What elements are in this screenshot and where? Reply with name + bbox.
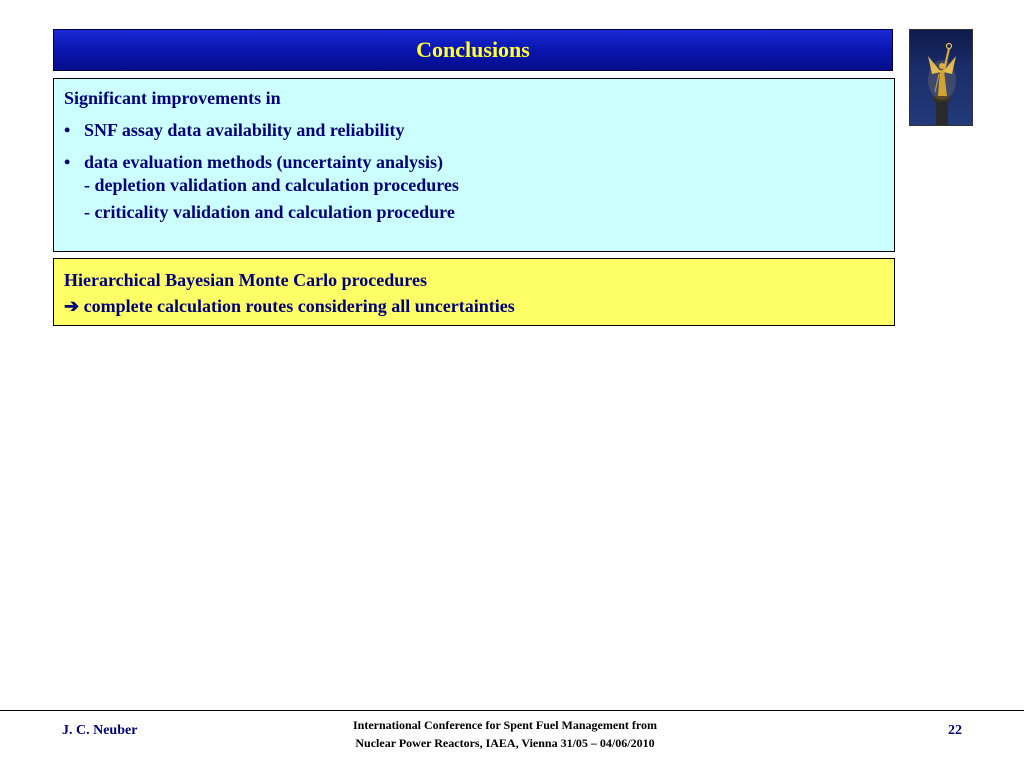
sub-item: - criticality validation and calculation procedure xyxy=(84,202,455,222)
statue-icon xyxy=(910,30,972,125)
title-bar xyxy=(53,29,893,71)
conclusion-text: complete calculation routes considering all uncertainties xyxy=(83,296,515,316)
golden-statue-photo xyxy=(909,29,973,126)
bullet-item xyxy=(64,120,884,140)
bullet-item xyxy=(64,152,884,172)
bullet-dot: • xyxy=(64,152,71,172)
slide-title: Conclusions xyxy=(416,37,530,62)
bayesian-line: Hierarchical Bayesian Monte Carlo procedures xyxy=(64,270,427,290)
improvements-heading: Significant improvements in xyxy=(64,88,281,108)
arrow-right-icon: ➔ xyxy=(64,296,80,316)
bayesian-box xyxy=(53,258,895,326)
sub-item: - depletion validation and calculation procedures xyxy=(84,175,459,195)
bullet-text: data evaluation methods (uncertainty analysis) xyxy=(84,152,444,172)
conference-line-1: International Conference for Spent Fuel Management from xyxy=(353,718,657,732)
improvements-box xyxy=(53,78,895,252)
conference-line-2: Nuclear Power Reactors, IAEA, Vienna 31/05 – 04/06/2010 xyxy=(355,736,655,750)
footer-author: J. C. Neuber xyxy=(62,723,138,738)
bayesian-conclusion-line xyxy=(64,293,884,319)
footer-conference xyxy=(300,716,710,752)
page-number: 22 xyxy=(948,723,962,738)
footer-divider xyxy=(0,710,1024,711)
sub-items xyxy=(64,172,884,226)
bullet-text: SNF assay data availability and reliability xyxy=(84,120,405,140)
bullet-dot: • xyxy=(64,120,71,140)
